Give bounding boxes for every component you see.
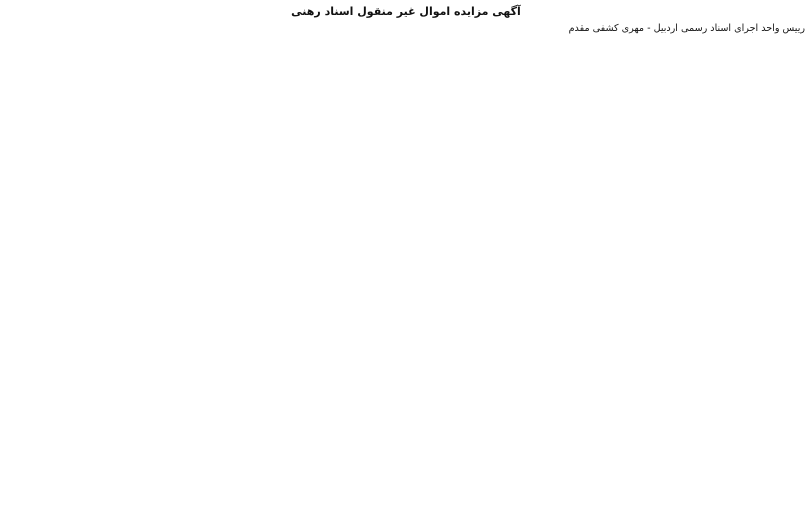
notice-title: آگهی مزایده اموال غیر منقول اسناد رهنی: [291, 5, 521, 18]
notice-signature: رییس واحد اجرای اسناد رسمی اردبیل - مهری کشفی مقدم: [568, 23, 805, 34]
